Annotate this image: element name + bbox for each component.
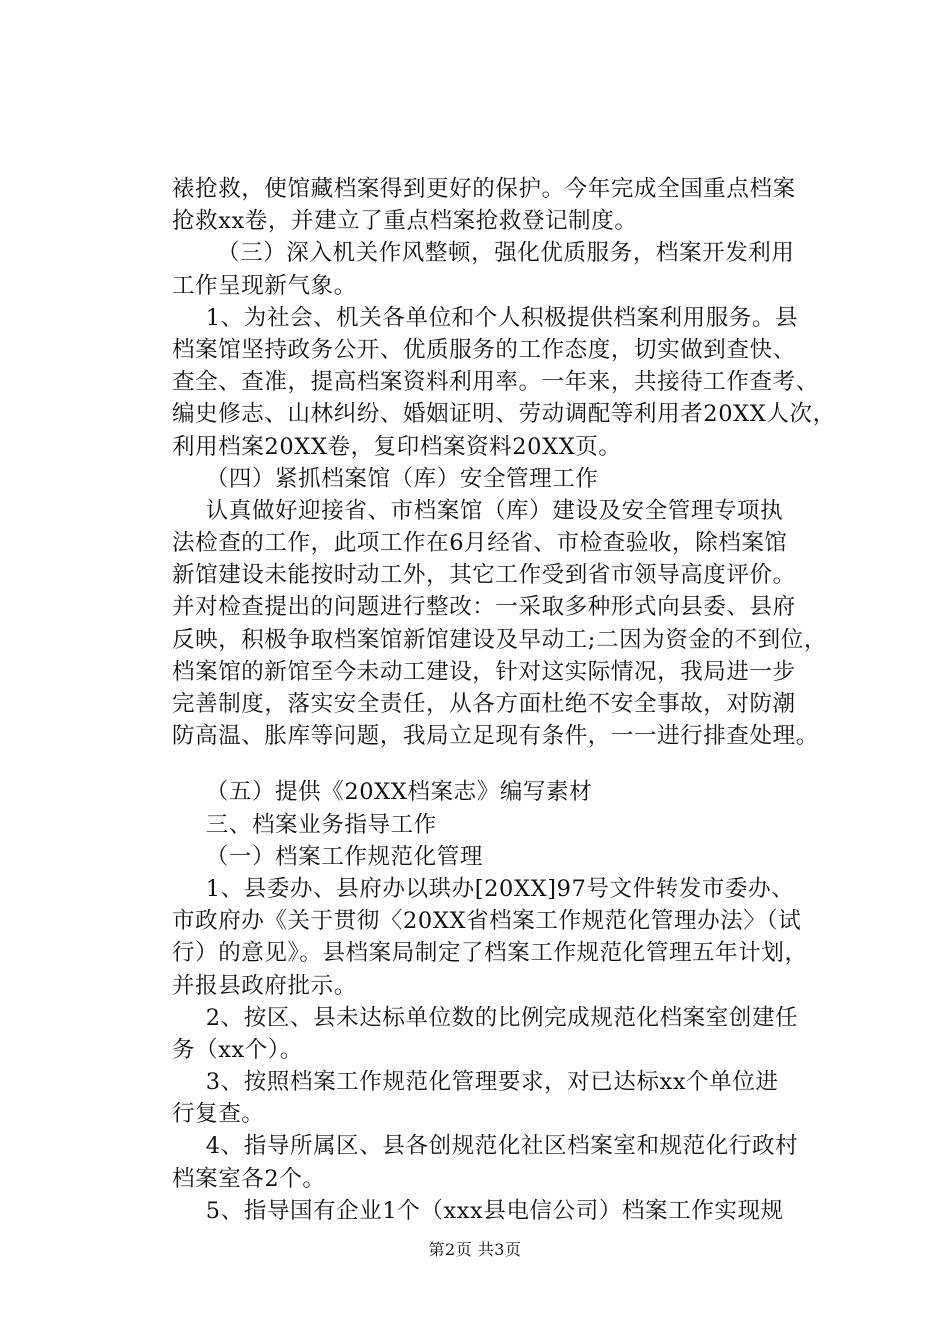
paragraph-gap (172, 752, 842, 776)
text-line: 防高温、胀库等问题，我局立足现有条件，一一进行排查处理。 (172, 723, 819, 750)
text-line: 行复查。 (172, 1101, 265, 1128)
text-line: （一）档案工作规范化管理 (205, 843, 483, 870)
text-line: （三）深入机关作风整顿，强化优质服务，档案开发利用 (217, 240, 795, 267)
text-line: 1、县委办、县府办以珙办[20XX]97号文件转发市委办、 (205, 875, 795, 902)
text-line: 完善制度，落实安全责任，从各方面杜绝不安全事故，对防潮 (172, 691, 796, 717)
text-line: 务（xx个）。 (172, 1036, 303, 1063)
text-line: 编史修志、山林纠纷、婚姻证明、劳动调配等利用者20XX人次， (172, 401, 836, 428)
text-line: 4、指导所属区、县各创规范化社区档案室和规范化行政村 (205, 1133, 799, 1160)
text-line: 反映，积极争取档案馆新馆建设及早动工;二因为资金的不到位， (172, 626, 827, 653)
text-line: 查全、查准，提高档案资料利用率。一年来，共接待工作查考、 (172, 369, 819, 396)
text-line: （五）提供《20XX档案志》编写素材 (205, 779, 593, 806)
text-line: 档案馆坚持政务公开、优质服务的工作态度，切实做到查快、 (172, 336, 796, 363)
page-footer: 第2页 共3页 (428, 1240, 522, 1259)
text-block-b (172, 776, 842, 1227)
text-line: 裱抢救，使馆藏档案得到更好的保护。今年完成全国重点档案 (172, 176, 796, 202)
text-line: 法检查的工作，此项工作在6月经省、市检查验收，除档案馆 (172, 530, 788, 557)
text-line: 并报县政府批示。 (172, 972, 357, 999)
text-line: 2、按区、县未达标单位数的比例完成规范化档案室创建任 (205, 1004, 799, 1031)
text-line: 利用档案20XX卷，复印档案资料20XX页。 (172, 433, 622, 460)
document-body (172, 173, 842, 1227)
text-line: 并对检查提出的问题进行整改：一采取多种形式向县委、县府 (172, 594, 796, 621)
text-line: 三、档案业务指导工作 (205, 811, 437, 838)
text-line: 1、为社会、机关各单位和个人积极提供档案利用服务。县 (205, 304, 799, 331)
text-line: 工作呈现新气象。 (172, 272, 357, 299)
text-line: 行）的意见》。县档案局制定了档案工作规范化管理五年计划， (172, 940, 808, 967)
text-line: 档案室各2个。 (172, 1165, 326, 1192)
text-line: 档案馆的新馆至今未动工建设，针对这实际情况，我局进一步 (172, 658, 796, 685)
text-line: 3、按照档案工作规范化管理要求，对已达标xx个单位进 (205, 1069, 779, 1096)
text-line: 市政府办《关于贯彻〈20XX省档案工作规范化管理办法〉（试 (172, 908, 802, 935)
text-line: 5、指导国有企业1个（xxx县电信公司）档案工作实现规 (205, 1197, 784, 1224)
text-line: （四）紧抓档案馆（库）安全管理工作 (205, 465, 599, 492)
text-line: 认真做好迎接省、市档案馆（库）建设及安全管理专项执 (205, 497, 784, 524)
text-line: 新馆建设未能按时动工外，其它工作受到省市领导高度评价。 (172, 562, 796, 589)
text-line: 抢救xx卷，并建立了重点档案抢救登记制度。 (172, 208, 638, 235)
text-block-a (172, 173, 842, 752)
